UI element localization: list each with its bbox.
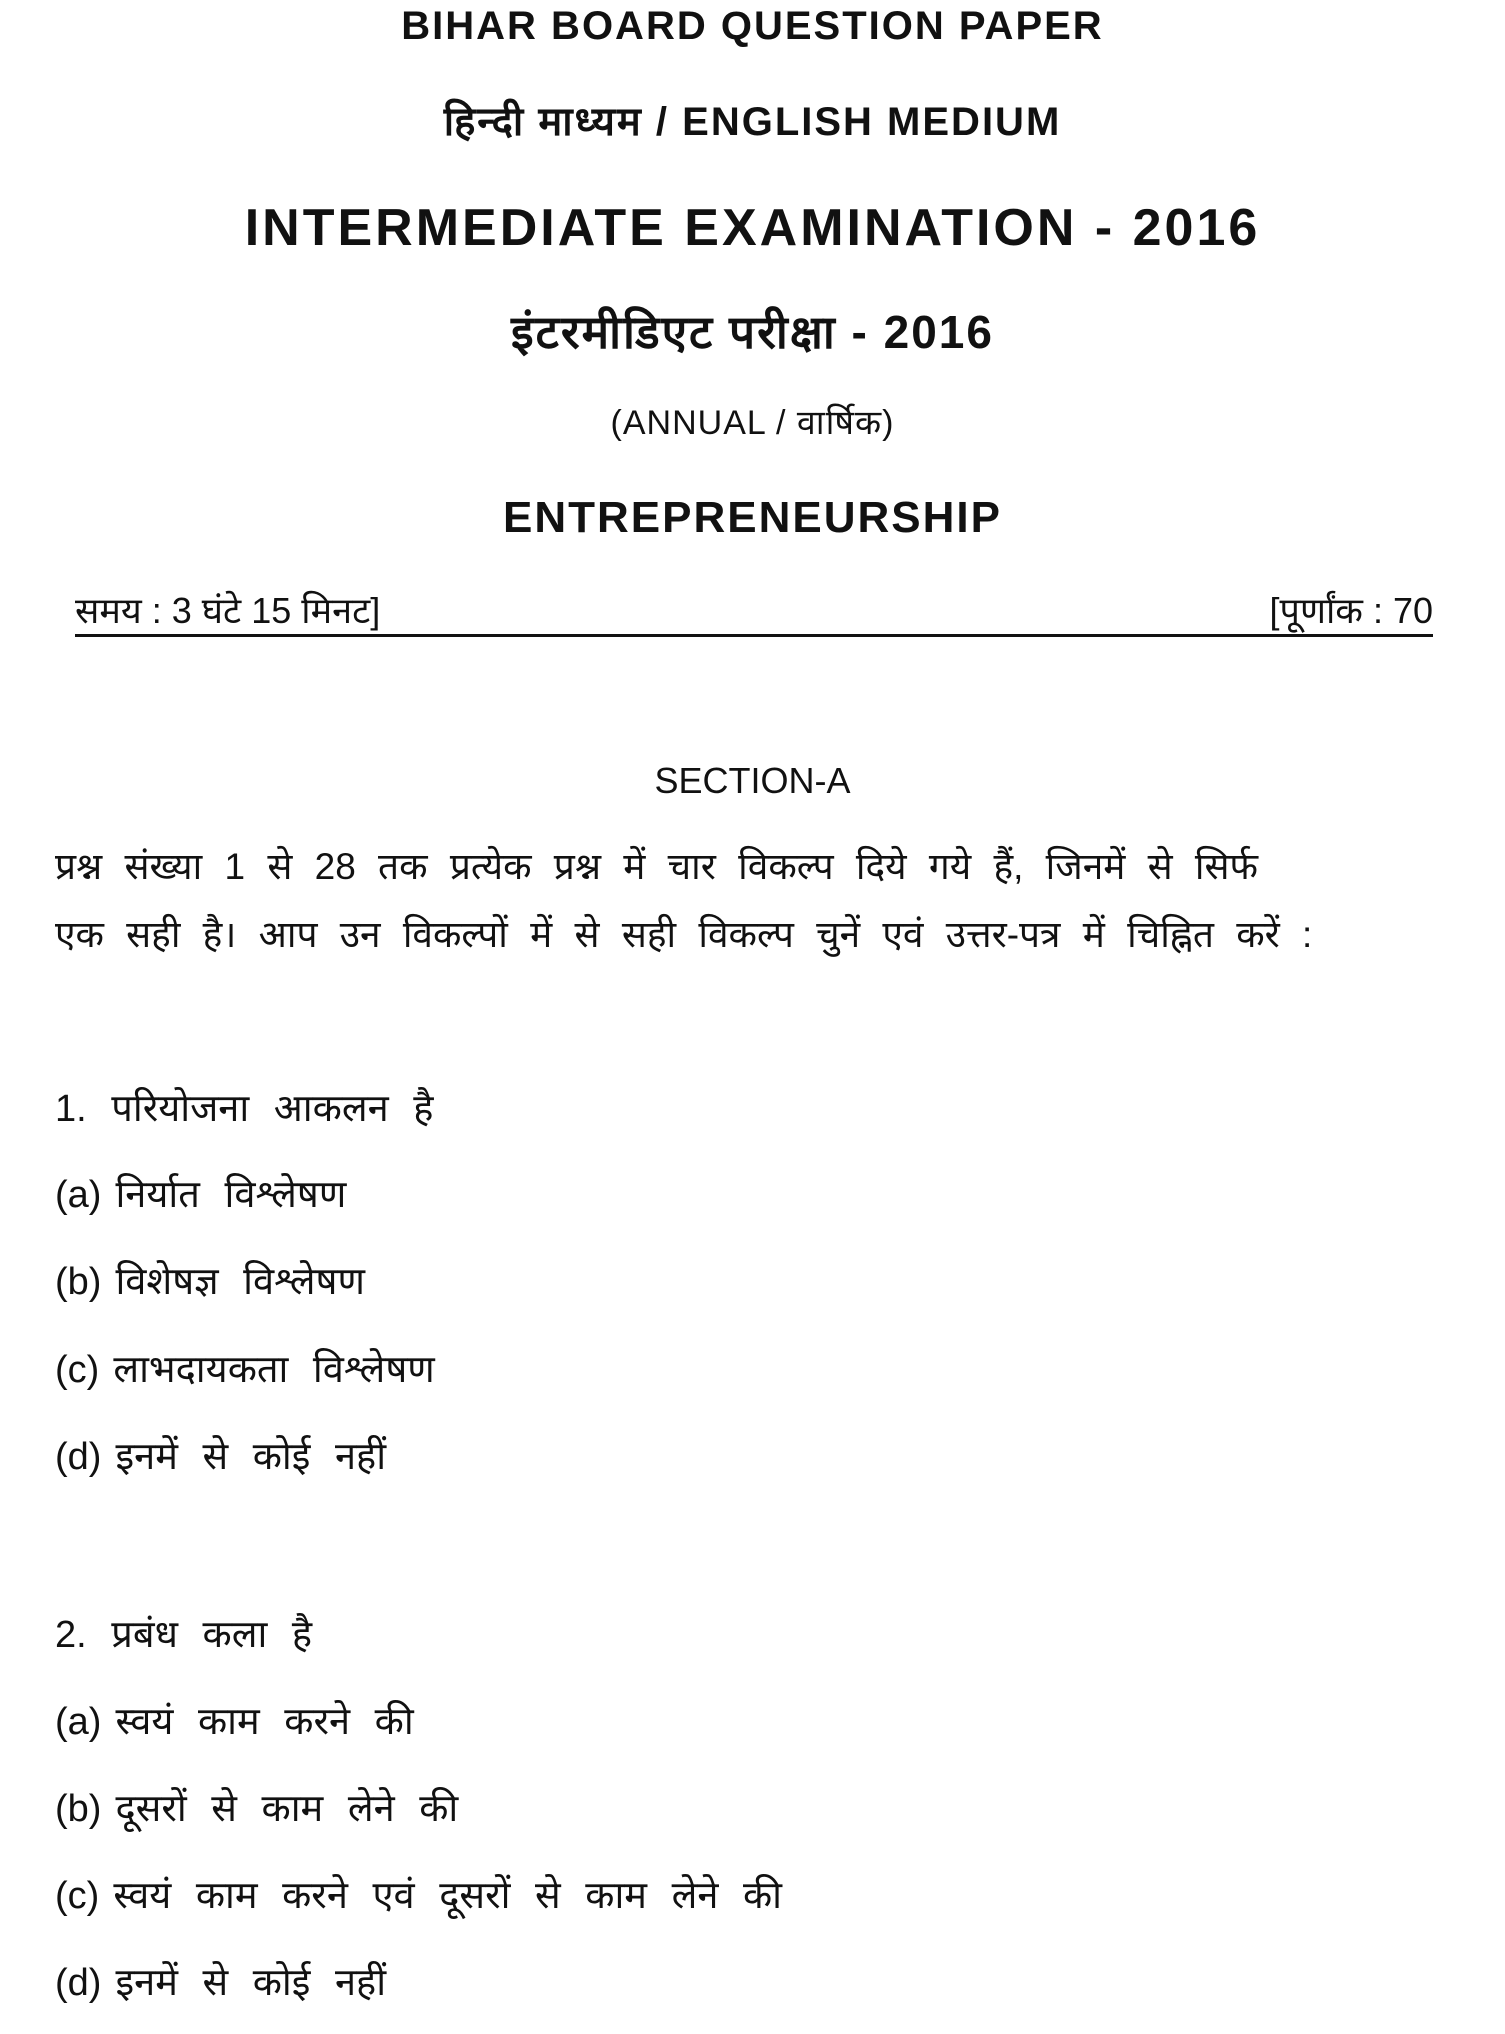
time-marks-row [75,588,1433,637]
section-heading: SECTION-A [654,760,851,801]
exam-type: (ANNUAL / वार्षिक) [610,404,895,442]
question-1-option-a [55,1170,346,1220]
question-text: प्रबंध कला है [111,1614,313,1656]
option-label: (a) [55,1701,102,1743]
question-text: परियोजना आकलन है [111,1088,434,1130]
question-2-option-b [55,1784,458,1834]
option-label: (b) [55,1788,102,1830]
option-text: इनमें से कोई नहीं [115,1436,387,1478]
question-1-option-b [55,1257,365,1307]
option-label: (b) [55,1261,102,1303]
option-text: स्वयं काम करने की [115,1701,414,1743]
instructions-line-2: एक सही है। आप उन विकल्पों में से सही विकल्प चुनें एवं उत्तर-पत्र में चिह्नित करें : [55,914,1313,955]
option-label: (c) [55,1349,100,1391]
option-text: स्वयं काम करने एवं दूसरों से काम लेने की [113,1875,783,1917]
exam-title-english: INTERMEDIATE EXAMINATION - 2016 [244,199,1261,257]
question-1-option-d [55,1432,386,1482]
option-text: विशेषज्ञ विश्लेषण [115,1261,365,1303]
option-label: (a) [55,1174,102,1216]
option-label: (d) [55,1962,102,2004]
question-1-option-c [55,1345,435,1395]
question-number: 1. [55,1088,87,1130]
question-2-option-c [55,1871,782,1921]
option-text: लाभदायकता विश्लेषण [113,1349,435,1391]
medium-line: हिन्दी माध्यम / ENGLISH MEDIUM [443,100,1062,144]
time-allowed: समय : 3 घंटे 15 मिनट] [75,590,381,631]
board-title: BIHAR BOARD QUESTION PAPER [401,4,1104,48]
option-text: निर्यात विश्लेषण [115,1174,347,1216]
question-number: 2. [55,1614,87,1656]
exam-title-hindi: इंटरमीडिएट परीक्षा - 2016 [511,306,994,358]
subject-title: ENTREPRENEURSHIP [503,493,1002,542]
instructions-line-1: प्रश्न संख्या 1 से 28 तक प्रत्येक प्रश्न में चार विकल्प दिये गये हैं, जिनमें से सिर्फ [55,846,1259,887]
question-2-option-a [55,1697,414,1747]
option-text: इनमें से कोई नहीं [115,1962,387,2004]
option-text: दूसरों से काम लेने की [115,1788,459,1830]
question-2-option-d [55,1958,386,2008]
question-1 [55,1084,433,1134]
option-label: (d) [55,1436,102,1478]
option-label: (c) [55,1875,100,1917]
question-2 [55,1610,312,1660]
full-marks: [पूर्णांक : 70 [1269,590,1433,631]
